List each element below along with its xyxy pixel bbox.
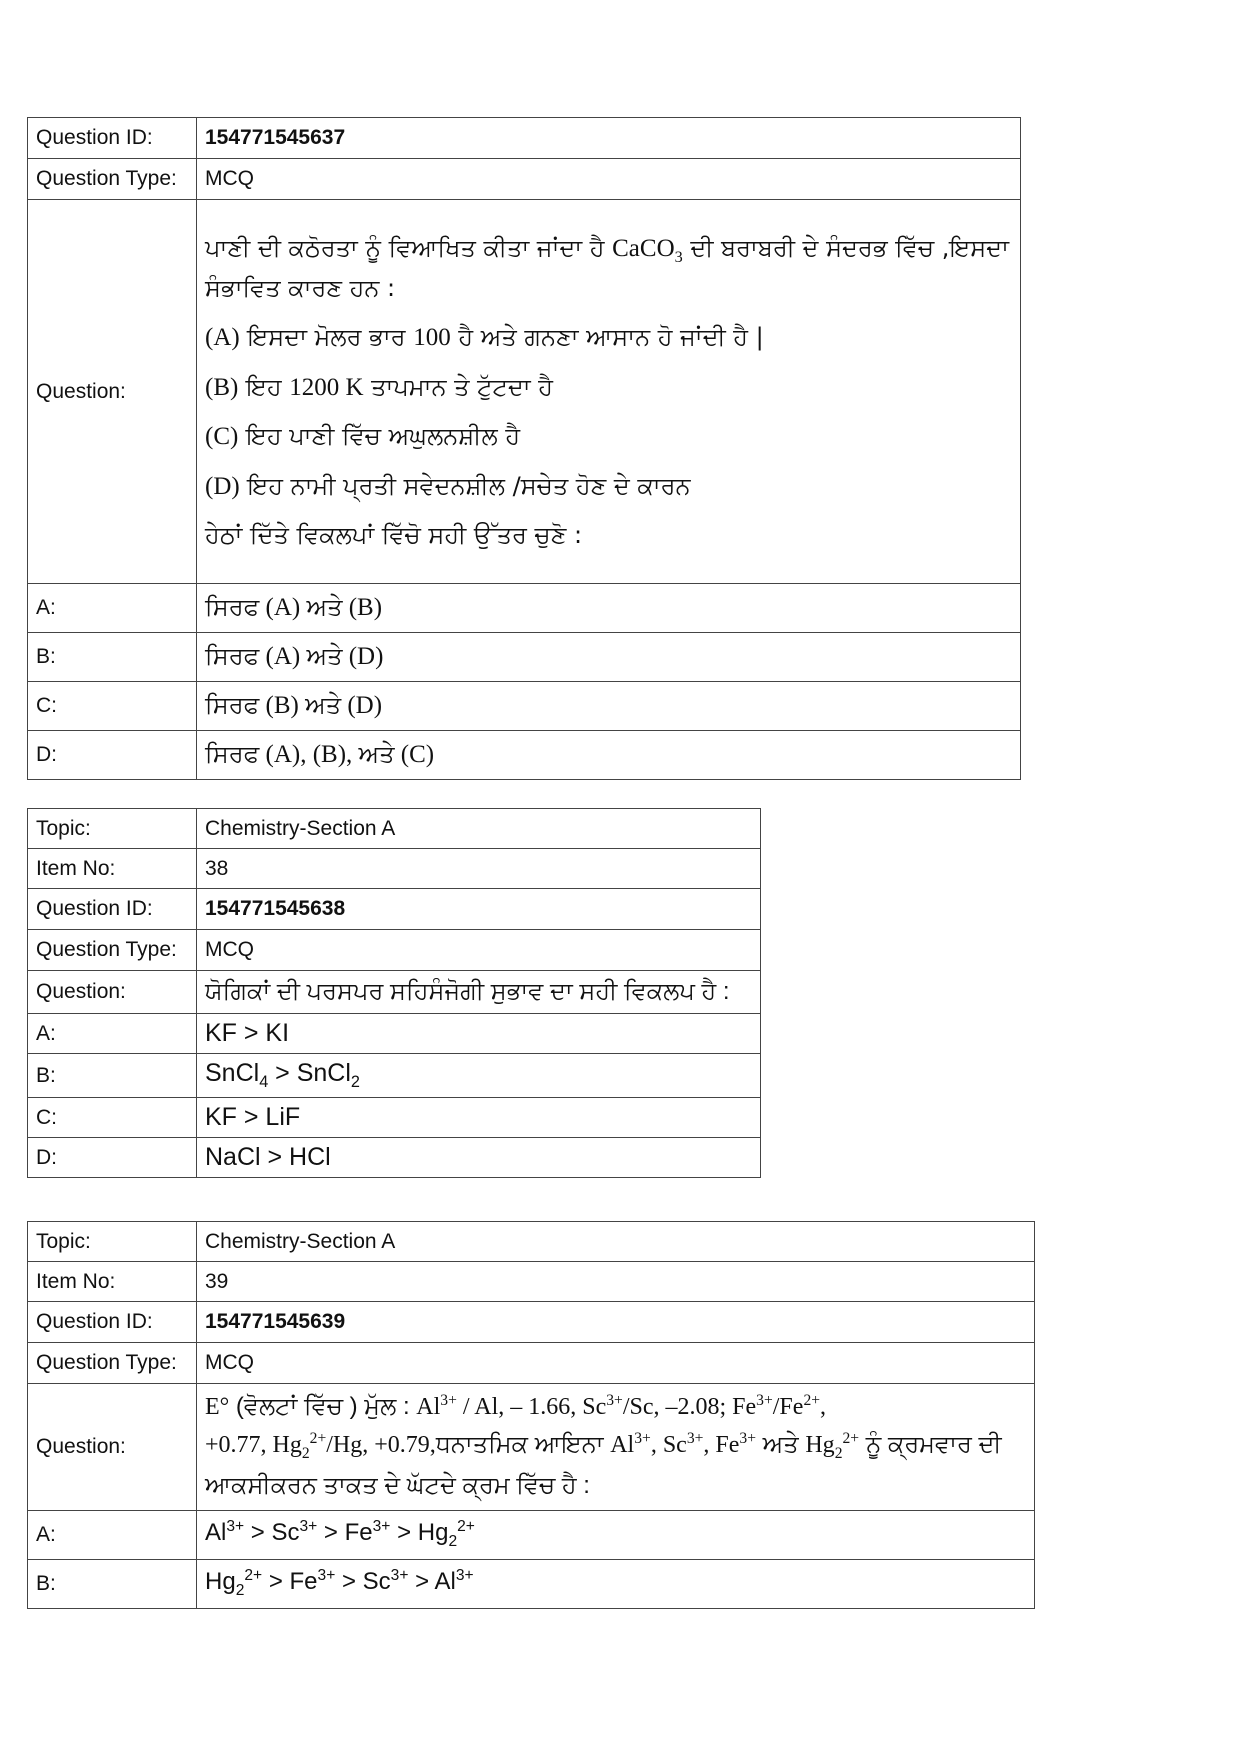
question-text: ਯੋਗਿਕਾਂ ਦੀ ਪਰਸਪਰ ਸਹਿਸੰਜੋਗੀ ਸੁਭਾਵ ਦਾ ਸਹੀ ਵਿਕਲਪ ਹੈ : bbox=[197, 971, 761, 1014]
option-part-2: (C) bbox=[394, 741, 435, 768]
option-a-row bbox=[28, 584, 1021, 633]
statement-d bbox=[205, 468, 1012, 506]
question-row bbox=[28, 971, 761, 1014]
question-type-row bbox=[28, 930, 761, 971]
charge: 3+ bbox=[299, 1518, 318, 1536]
ion: > Fe bbox=[262, 1568, 318, 1596]
option-part-2: (D) bbox=[341, 692, 383, 719]
stem-text-2: ਧਨਾਤਮਿਕ ਆਇਨਾ bbox=[435, 1431, 611, 1459]
question-id-value: 154771545639 bbox=[197, 1302, 1035, 1343]
question-id-label: Question ID: bbox=[28, 1302, 197, 1343]
item-no-value: 39 bbox=[197, 1262, 1035, 1302]
option-part-2: (D) bbox=[342, 643, 384, 670]
option-d-label: D: bbox=[28, 1138, 197, 1178]
question-type-label: Question Type: bbox=[28, 159, 197, 200]
question-id-label: Question ID: bbox=[28, 889, 197, 930]
statement-number: 100 bbox=[413, 324, 451, 352]
statement-tag: (C) bbox=[205, 423, 239, 451]
ion: /Sc, –2.08; Fe bbox=[622, 1394, 757, 1420]
topic-value: Chemistry-Section A bbox=[197, 1222, 1035, 1262]
question-row bbox=[28, 200, 1021, 584]
charge: 3+ bbox=[317, 1567, 336, 1585]
charge: 2+ bbox=[244, 1567, 263, 1585]
option-part: (B) bbox=[259, 692, 306, 719]
formula-text: CaCO bbox=[612, 234, 675, 262]
question-text bbox=[197, 200, 1021, 584]
option-b-label: B: bbox=[28, 633, 197, 682]
subscript: 2 bbox=[235, 1581, 245, 1599]
option-b-row bbox=[28, 1054, 761, 1098]
item-no-label: Item No: bbox=[28, 849, 197, 889]
charge: 3+ bbox=[440, 1392, 457, 1409]
stem-text-4: ਨੂੰ ਕ੍ਰਮਵਾਰ ਦੀ ਆਕਸੀਕਰਨ ਤਾਕਤ ਦੇ ਘੱਟਦੇ ਕ੍ਰਮ ਵਿੱਚ ਹੈ : bbox=[205, 1431, 1002, 1500]
question-id-value: 154771545638 bbox=[197, 889, 761, 930]
separator: , bbox=[820, 1394, 827, 1420]
ion: +0.77, Hg bbox=[205, 1432, 302, 1459]
stem-text: ਪਾਣੀ ਦੀ ਕਠੋਰਤਾ ਨੂੰ ਵਿਆਖਿਤ ਕੀਤਾ ਜਾਂਦਾ ਹੈ bbox=[205, 233, 613, 262]
statement-text: ਇਸਦਾ ਮੋਲਰ ਭਾਰ bbox=[247, 323, 414, 352]
charge: 2+ bbox=[457, 1518, 475, 1536]
ion: Hg bbox=[205, 1568, 236, 1596]
question-row bbox=[28, 1384, 1035, 1511]
question-type-value: MCQ bbox=[197, 930, 761, 971]
option-a-label: A: bbox=[28, 584, 197, 633]
option-a-label: A: bbox=[28, 1510, 197, 1559]
question-id-value: 154771545637 bbox=[197, 118, 1021, 159]
option-c-label: C: bbox=[28, 1098, 197, 1138]
question-label: Question: bbox=[28, 971, 197, 1014]
question-text bbox=[197, 1384, 1035, 1511]
item-no-row bbox=[28, 849, 761, 889]
statement-text: ਇਹ ਪਾਣੀ ਵਿੱਚ ਅਘੁਲਨਸ਼ੀਲ ਹੈ bbox=[245, 422, 521, 451]
option-b-label: B: bbox=[28, 1559, 197, 1608]
question-table-3 bbox=[27, 1221, 1035, 1609]
option-a-row bbox=[28, 1510, 1035, 1559]
statement-tag: (B) bbox=[205, 373, 239, 401]
charge: 3+ bbox=[756, 1392, 773, 1409]
option-d-text: NaCl > HCl bbox=[197, 1138, 761, 1178]
charge: 3+ bbox=[226, 1518, 245, 1536]
option-c-label: C: bbox=[28, 682, 197, 731]
question-id-row bbox=[28, 1302, 1035, 1343]
option-c-row bbox=[28, 682, 1021, 731]
statement-text: ਇਹ bbox=[245, 372, 290, 401]
option-d-text bbox=[197, 731, 1021, 780]
ion: > Fe bbox=[317, 1519, 373, 1547]
question-stem bbox=[205, 230, 1012, 307]
ion: Hg bbox=[805, 1432, 835, 1459]
option-and: ਅਤੇ bbox=[306, 643, 343, 670]
statement-a bbox=[205, 319, 1012, 357]
charge: 2+ bbox=[309, 1430, 327, 1448]
question-id-row bbox=[28, 118, 1021, 159]
item-no-label: Item No: bbox=[28, 1262, 197, 1302]
topic-label: Topic: bbox=[28, 809, 197, 849]
formula-sub: 3 bbox=[674, 247, 683, 266]
formula-sub-2: 2 bbox=[350, 1073, 360, 1091]
stem-text-3: ਅਤੇ bbox=[756, 1431, 806, 1459]
subscript: 2 bbox=[834, 1445, 843, 1463]
instruction: ਹੇਠਾਂ ਦਿੱਤੇ ਵਿਕਲਪਾਂ ਵਿੱਚੋ ਸਹੀ ਉੱਤਰ ਚੁਣੋ : bbox=[205, 521, 583, 550]
ion: /Fe bbox=[772, 1394, 804, 1420]
charge: 3+ bbox=[606, 1392, 623, 1409]
charge: 3+ bbox=[390, 1567, 409, 1585]
statement-number: 1200 K bbox=[289, 373, 364, 401]
topic-row bbox=[28, 1222, 1035, 1262]
statement-c bbox=[205, 418, 1012, 456]
question-table-1 bbox=[27, 117, 1021, 780]
question-type-label: Question Type: bbox=[28, 1343, 197, 1384]
statement-b bbox=[205, 369, 1012, 407]
option-c-text: KF > LiF bbox=[197, 1098, 761, 1138]
option-b-text bbox=[197, 1559, 1035, 1608]
question-type-label: Question Type: bbox=[28, 930, 197, 971]
item-no-value: 38 bbox=[197, 849, 761, 889]
option-and: ਅਤੇ bbox=[358, 741, 395, 768]
question-label: Question: bbox=[28, 200, 197, 584]
option-d-label: D: bbox=[28, 731, 197, 780]
option-b-text bbox=[197, 1054, 761, 1098]
charge: 2+ bbox=[842, 1430, 860, 1448]
option-b-row bbox=[28, 633, 1021, 682]
question-type-value: MCQ bbox=[197, 1343, 1035, 1384]
topic-label: Topic: bbox=[28, 1222, 197, 1262]
option-and: ਅਤੇ bbox=[305, 692, 342, 719]
option-d-row bbox=[28, 1138, 761, 1178]
option-part: (A), (B), bbox=[259, 741, 359, 768]
ion: Al bbox=[610, 1432, 635, 1459]
ion: > Sc bbox=[335, 1568, 391, 1596]
stem-text-2: ਦੀ ਬਰਾਬਰੀ ਦੇ ਸੰਦਰਭ ਵਿੱਚ ,ਇਸਦਾ ਸੰਭਾਵਿਤ ਕਾਰਣ ਹਨ : bbox=[205, 233, 1009, 302]
item-no-row bbox=[28, 1262, 1035, 1302]
option-d-row bbox=[28, 731, 1021, 780]
question-type-value: MCQ bbox=[197, 159, 1021, 200]
charge: 3+ bbox=[739, 1430, 756, 1448]
option-a-text bbox=[197, 584, 1021, 633]
option-word: ਸਿਰਫ bbox=[205, 594, 260, 621]
ion: /Hg, +0.79, bbox=[326, 1432, 436, 1459]
ion: / Al, – 1.66, Sc bbox=[456, 1394, 607, 1420]
option-and: ਅਤੇ bbox=[306, 594, 343, 621]
charge: 3+ bbox=[686, 1430, 704, 1448]
ion: > Sc bbox=[244, 1519, 300, 1547]
topic-value: Chemistry-Section A bbox=[197, 809, 761, 849]
option-a-label: A: bbox=[28, 1014, 197, 1054]
option-b-label: B: bbox=[28, 1054, 197, 1098]
statement-tag: (A) bbox=[205, 324, 240, 352]
statement-text: ਇਹ ਨਾਮੀ ਪ੍ਰਤੀ ਸਵੇਦਨਸ਼ੀਲ /ਸਚੇਤ ਹੋਣ ਦੇ ਕਾਰਨ bbox=[247, 471, 691, 500]
formula-part-2: > SnCl bbox=[268, 1059, 351, 1087]
option-word: ਸਿਰਫ bbox=[205, 692, 260, 719]
question-type-row bbox=[28, 159, 1021, 200]
question-label: Question: bbox=[28, 1384, 197, 1511]
ion: , Fe bbox=[703, 1432, 740, 1459]
option-word: ਸਿਰਫ bbox=[205, 643, 260, 670]
charge: 2+ bbox=[803, 1392, 821, 1409]
option-part-2: (B) bbox=[342, 594, 383, 621]
option-b-row bbox=[28, 1559, 1035, 1608]
option-part: (A) bbox=[259, 594, 307, 621]
ion: , Sc bbox=[650, 1432, 687, 1459]
stem-symbol: E° bbox=[205, 1394, 230, 1420]
option-b-text bbox=[197, 633, 1021, 682]
question-id-row bbox=[28, 889, 761, 930]
option-word: ਸਿਰਫ bbox=[205, 741, 260, 768]
option-part: (A) bbox=[259, 643, 307, 670]
charge: 3+ bbox=[455, 1567, 474, 1585]
stem-formula bbox=[612, 234, 683, 266]
ion: > Al bbox=[408, 1568, 456, 1596]
stem-ions bbox=[610, 1432, 756, 1458]
topic-row bbox=[28, 809, 761, 849]
ion: > Hg bbox=[390, 1519, 449, 1547]
charge: 3+ bbox=[372, 1518, 391, 1536]
question-table-2 bbox=[27, 808, 761, 1178]
question-type-row bbox=[28, 1343, 1035, 1384]
statement-text-2: ਹੈ ਅਤੇ ਗਨਣਾ ਆਸਾਨ ਹੋ ਜਾਂਦੀ ਹੈ | bbox=[450, 323, 764, 352]
stem-text: (ਵੋਲਟਾਂ ਵਿੱਚ ) ਮੁੱਲ : bbox=[229, 1393, 417, 1420]
statement-text-2: ਤਾਪਮਾਨ ਤੇ ਟੁੱਟਦਾ ਹੈ bbox=[363, 372, 554, 401]
stem-ion-hg bbox=[805, 1430, 860, 1463]
statement-tag: (D) bbox=[205, 472, 240, 500]
ion: Al bbox=[416, 1394, 441, 1420]
formula-part: SnCl bbox=[205, 1059, 260, 1087]
charge: 3+ bbox=[634, 1430, 651, 1448]
ion: Al bbox=[205, 1519, 227, 1547]
subscript: 2 bbox=[301, 1445, 310, 1463]
question-id-label: Question ID: bbox=[28, 118, 197, 159]
option-c-row bbox=[28, 1098, 761, 1138]
option-c-text bbox=[197, 682, 1021, 731]
option-a-text bbox=[197, 1510, 1035, 1559]
formula-sub: 4 bbox=[259, 1073, 269, 1091]
subscript: 2 bbox=[448, 1532, 458, 1550]
option-a-text: KF > KI bbox=[197, 1014, 761, 1054]
option-a-row bbox=[28, 1014, 761, 1054]
